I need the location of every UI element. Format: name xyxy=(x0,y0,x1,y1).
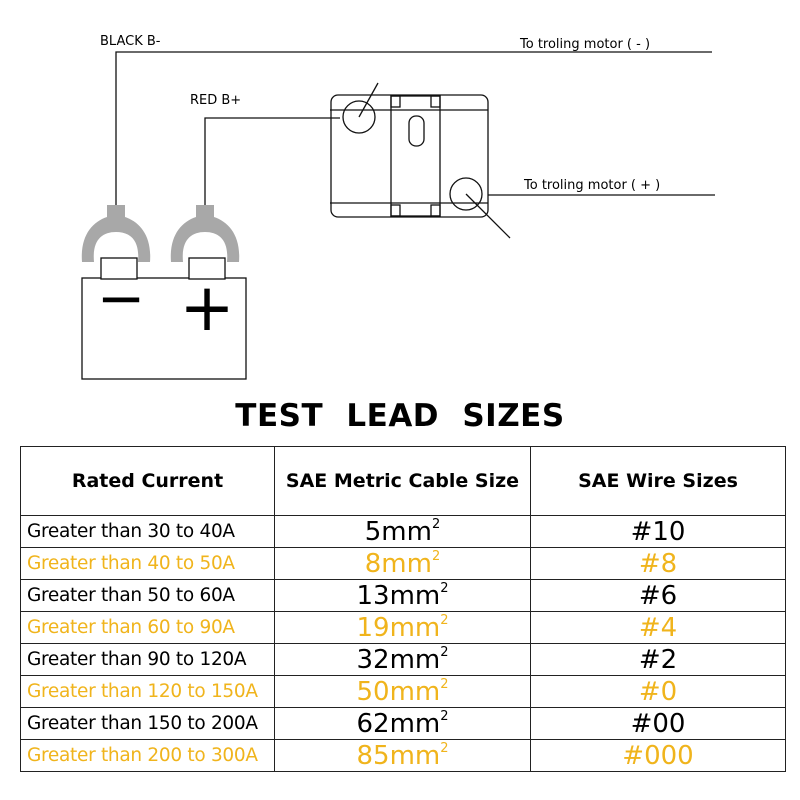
metric-size-cell xyxy=(275,676,531,708)
table-header-row xyxy=(21,447,786,516)
metric-size-exponent: 2 xyxy=(431,548,441,564)
wire-size-cell: #6 xyxy=(531,580,786,612)
metric-size-exponent: 2 xyxy=(440,644,449,660)
metric-size-value: 13mm xyxy=(356,580,441,611)
motor-positive-label: To troling motor ( + ) xyxy=(524,178,661,193)
table-row xyxy=(21,580,786,612)
wire-size-cell: #8 xyxy=(531,548,786,580)
rated-current-cell: Greater than 30 to 40A xyxy=(21,516,275,548)
table-row xyxy=(21,676,786,708)
metric-size-cell xyxy=(275,644,531,676)
table-row xyxy=(21,740,786,772)
circuit-breaker xyxy=(330,83,510,238)
metric-size-value: 32mm xyxy=(356,644,441,675)
metric-size-exponent: 2 xyxy=(440,676,449,692)
wire-size-cell: #00 xyxy=(531,708,786,740)
metric-size-value: 62mm xyxy=(356,708,441,739)
wire-size-cell: #2 xyxy=(531,644,786,676)
breaker-reset-slot xyxy=(409,116,424,146)
motor-negative-label: To troling motor ( - ) xyxy=(520,37,651,52)
table-row xyxy=(21,644,786,676)
wire-size-cell: #4 xyxy=(531,612,786,644)
header-rated-current: Rated Current xyxy=(21,447,275,516)
rated-current-cell: Greater than 60 to 90A xyxy=(21,612,275,644)
metric-size-value: 50mm xyxy=(356,676,441,707)
battery-negative-symbol: − xyxy=(96,264,146,332)
negative-ring-terminal xyxy=(82,205,150,262)
metric-size-exponent: 2 xyxy=(440,580,449,596)
red-positive-wire xyxy=(205,118,340,205)
header-metric-cable-size: SAE Metric Cable Size xyxy=(275,447,531,516)
rated-current-cell: Greater than 120 to 150A xyxy=(21,676,275,708)
metric-size-value: 19mm xyxy=(356,612,441,643)
metric-size-cell xyxy=(275,580,531,612)
metric-size-exponent: 2 xyxy=(431,516,441,532)
metric-size-cell xyxy=(275,612,531,644)
table-row xyxy=(21,516,786,548)
lead-sizes-table xyxy=(20,446,786,772)
black-b-label: BLACK B- xyxy=(100,34,161,49)
header-wire-sizes: SAE Wire Sizes xyxy=(531,447,786,516)
metric-size-cell xyxy=(275,548,531,580)
rated-current-cell: Greater than 50 to 60A xyxy=(21,580,275,612)
metric-size-exponent: 2 xyxy=(440,708,449,724)
rated-current-cell: Greater than 40 to 50A xyxy=(21,548,275,580)
wire-size-cell: #10 xyxy=(531,516,786,548)
rated-current-cell: Greater than 200 to 300A xyxy=(21,740,275,772)
rated-current-cell: Greater than 90 to 120A xyxy=(21,644,275,676)
rated-current-cell: Greater than 150 to 200A xyxy=(21,708,275,740)
metric-size-value: 5mm xyxy=(364,516,432,547)
metric-size-exponent: 2 xyxy=(440,612,449,628)
page-title: TEST LEAD SIZES xyxy=(235,398,565,434)
metric-size-exponent: 2 xyxy=(440,740,449,756)
metric-size-cell xyxy=(275,708,531,740)
wire-size-cell: #000 xyxy=(531,740,786,772)
table-row xyxy=(21,548,786,580)
metric-size-value: 85mm xyxy=(356,740,441,771)
red-b-label: RED B+ xyxy=(190,93,242,108)
metric-size-cell xyxy=(275,740,531,772)
wire-size-cell: #0 xyxy=(531,676,786,708)
table-row xyxy=(21,708,786,740)
table-row xyxy=(21,612,786,644)
breaker-body xyxy=(331,95,488,217)
metric-size-cell xyxy=(275,516,531,548)
battery-positive-symbol: + xyxy=(179,269,235,346)
positive-ring-terminal xyxy=(171,205,239,262)
input-terminal-leader xyxy=(359,83,378,117)
metric-size-value: 8mm xyxy=(364,548,432,579)
